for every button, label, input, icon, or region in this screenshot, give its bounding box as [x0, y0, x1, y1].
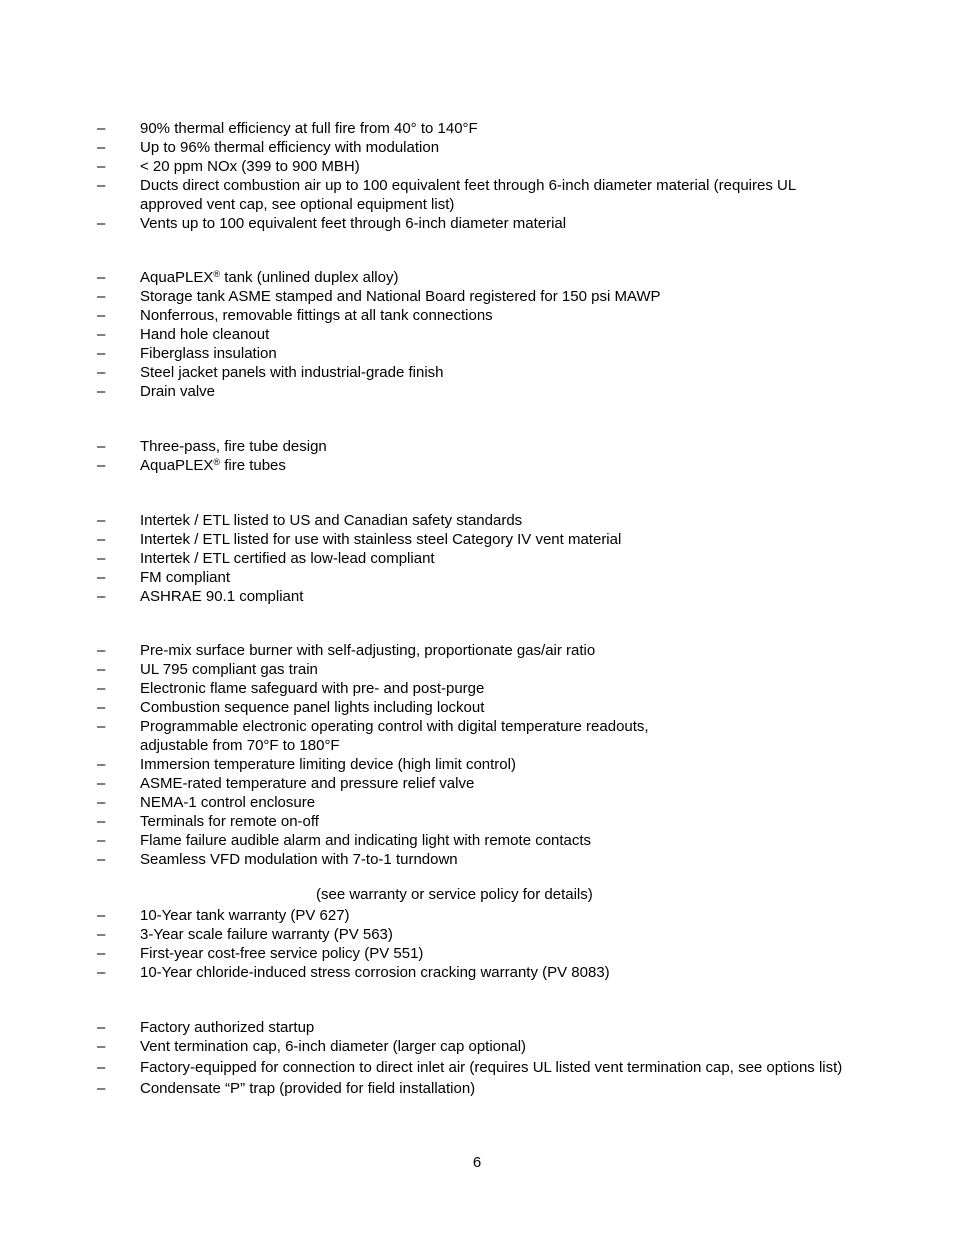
bullet-dash: –	[97, 1038, 106, 1055]
list-item	[0, 793, 954, 812]
list-item	[0, 549, 954, 568]
list-item	[0, 306, 954, 325]
list-item-text: Factory-equipped for connection to direct inlet air (requires UL listed vent termination cap, see options list)	[140, 1059, 843, 1076]
controls-list	[0, 641, 954, 869]
brand-name: AquaPLEX	[140, 269, 214, 286]
list-item	[0, 456, 954, 475]
list-item	[0, 717, 954, 755]
list-item	[0, 363, 954, 382]
bullet-dash: –	[97, 642, 106, 659]
bullet-dash: –	[97, 718, 106, 735]
list-item-text: First-year cost-free service policy (PV 551)	[140, 945, 424, 962]
list-item	[0, 287, 954, 306]
bullet-dash: –	[97, 1019, 106, 1036]
list-item	[0, 157, 954, 176]
list-item-text: Steel jacket panels with industrial-grade finish	[140, 364, 444, 381]
list-item	[0, 568, 954, 587]
bullet-dash: –	[97, 326, 106, 343]
bullet-dash: –	[97, 756, 106, 773]
list-item-text: Condensate “P” trap (provided for field installation)	[140, 1080, 476, 1097]
list-item	[0, 587, 954, 606]
bullet-dash: –	[97, 813, 106, 830]
bullet-dash: –	[97, 345, 106, 362]
list-item-text: Vents up to 100 equivalent feet through 6-inch diameter material	[140, 215, 567, 232]
list-item-text	[140, 456, 880, 475]
bullet-dash: –	[97, 1059, 106, 1076]
list-item	[0, 660, 954, 679]
list-item-text: 90% thermal efficiency at full fire from 40° to 140°F	[140, 120, 478, 137]
bullet-dash: –	[97, 832, 106, 849]
bullet-dash: –	[97, 775, 106, 792]
brand-name: AquaPLEX	[140, 457, 214, 474]
list-item-text: Hand hole cleanout	[140, 326, 270, 343]
list-item	[0, 906, 954, 925]
list-item	[0, 138, 954, 157]
bullet-dash: –	[97, 588, 106, 605]
certifications-list	[0, 511, 954, 606]
list-item	[0, 344, 954, 363]
list-item-text: Intertek / ETL certified as low-lead compliant	[140, 550, 435, 567]
list-item-text: Seamless VFD modulation with 7-to-1 turndown	[140, 851, 458, 868]
bullet-dash: –	[97, 158, 106, 175]
list-item-text: Programmable electronic operating control with digital temperature readouts, adjustable from 70°F to 180°F	[140, 718, 649, 754]
bullet-dash: –	[97, 945, 106, 962]
list-item-text: Storage tank ASME stamped and National Board registered for 150 psi MAWP	[140, 288, 661, 305]
list-item-text: Nonferrous, removable fittings at all tank connections	[140, 307, 493, 324]
list-item	[0, 831, 954, 850]
list-item	[0, 437, 954, 456]
bullet-dash: –	[97, 794, 106, 811]
warranty-list	[0, 906, 954, 982]
list-item	[0, 530, 954, 549]
list-item-text: NEMA-1 control enclosure	[140, 794, 316, 811]
list-item	[0, 850, 954, 869]
list-item	[0, 774, 954, 793]
list-item-text: 3-Year scale failure warranty (PV 563)	[140, 926, 393, 943]
list-item-text: Terminals for remote on-off	[140, 813, 319, 830]
list-item	[0, 1018, 954, 1037]
list-item	[0, 176, 954, 214]
list-item	[0, 511, 954, 530]
list-item	[0, 925, 954, 944]
list-item-text: Immersion temperature limiting device (high limit control)	[140, 756, 516, 773]
list-item-text: Drain valve	[140, 383, 216, 400]
list-item	[0, 812, 954, 831]
bullet-dash: –	[97, 307, 106, 324]
list-item-text: Factory authorized startup	[140, 1019, 315, 1036]
list-item	[0, 679, 954, 698]
list-item	[0, 1037, 954, 1056]
bullet-dash: –	[97, 661, 106, 678]
list-item-text: Combustion sequence panel lights including lockout	[140, 699, 485, 716]
item-description: fire tubes	[220, 457, 286, 474]
list-item-text: Up to 96% thermal efficiency with modulation	[140, 139, 440, 156]
list-item	[0, 963, 954, 982]
bullet-dash: –	[97, 699, 106, 716]
list-item-text: FM compliant	[140, 569, 231, 586]
list-item	[0, 698, 954, 717]
bullet-dash: –	[97, 531, 106, 548]
bullet-dash: –	[97, 680, 106, 697]
bullet-dash: –	[97, 907, 106, 924]
list-item-text: < 20 ppm NOx (399 to 900 MBH)	[140, 158, 360, 175]
list-item-text: ASME-rated temperature and pressure relief valve	[140, 775, 475, 792]
bullet-dash: –	[97, 438, 106, 455]
list-item-text: Flame failure audible alarm and indicating light with remote contacts	[140, 832, 592, 849]
list-item	[0, 382, 954, 401]
list-item-text: Three-pass, fire tube design	[140, 438, 327, 455]
list-item	[0, 755, 954, 774]
bullet-dash: –	[97, 215, 106, 232]
bullet-dash: –	[97, 120, 106, 137]
included-items-list	[0, 1018, 954, 1098]
bullet-dash: –	[97, 139, 106, 156]
bullet-dash: –	[97, 851, 106, 868]
list-item-text: Fiberglass insulation	[140, 345, 277, 362]
list-item-text: Vent termination cap, 6-inch diameter (larger cap optional)	[140, 1038, 527, 1055]
list-item-text: UL 795 compliant gas train	[140, 661, 318, 678]
list-item	[0, 268, 954, 287]
bullet-dash: –	[97, 512, 106, 529]
list-item-text: Ducts direct combustion air up to 100 equivalent feet through 6-inch diameter material (requires UL approved vent cap, see optional equipment list)	[140, 177, 797, 213]
efficiency-list	[0, 119, 954, 233]
list-item-text: 10-Year chloride-induced stress corrosion cracking warranty (PV 8083)	[140, 964, 610, 981]
registered-mark: ®	[213, 269, 221, 279]
heat-exchanger-list	[0, 437, 954, 475]
bullet-dash: –	[97, 383, 106, 400]
list-item-text: 10-Year tank warranty (PV 627)	[140, 907, 350, 924]
bullet-dash: –	[97, 926, 106, 943]
bullet-dash: –	[97, 457, 106, 474]
bullet-dash: –	[97, 1080, 106, 1097]
item-description: tank (unlined duplex alloy)	[220, 269, 399, 286]
bullet-dash: –	[97, 269, 106, 286]
list-item-text: ASHRAE 90.1 compliant	[140, 588, 304, 605]
tank-list	[0, 268, 954, 401]
page-number: 6	[472, 1154, 482, 1171]
bullet-dash: –	[97, 569, 106, 586]
list-item	[0, 325, 954, 344]
list-item-text: Pre-mix surface burner with self-adjusting, proportionate gas/air ratio	[140, 642, 596, 659]
bullet-dash: –	[97, 550, 106, 567]
list-item	[0, 1079, 954, 1098]
list-item-text	[140, 268, 880, 287]
bullet-dash: –	[97, 177, 106, 194]
list-item-text: Intertek / ETL listed to US and Canadian safety standards	[140, 512, 523, 529]
list-item	[0, 214, 954, 233]
list-item	[0, 119, 954, 138]
warranty-note: (see warranty or service policy for details)	[316, 886, 593, 903]
list-item	[0, 944, 954, 963]
list-item	[0, 1058, 954, 1077]
bullet-dash: –	[97, 964, 106, 981]
list-item	[0, 641, 954, 660]
list-item-text: Electronic flame safeguard with pre- and post-purge	[140, 680, 485, 697]
registered-mark: ®	[213, 457, 221, 467]
bullet-dash: –	[97, 288, 106, 305]
list-item-text: Intertek / ETL listed for use with stainless steel Category IV vent material	[140, 531, 622, 548]
bullet-dash: –	[97, 364, 106, 381]
